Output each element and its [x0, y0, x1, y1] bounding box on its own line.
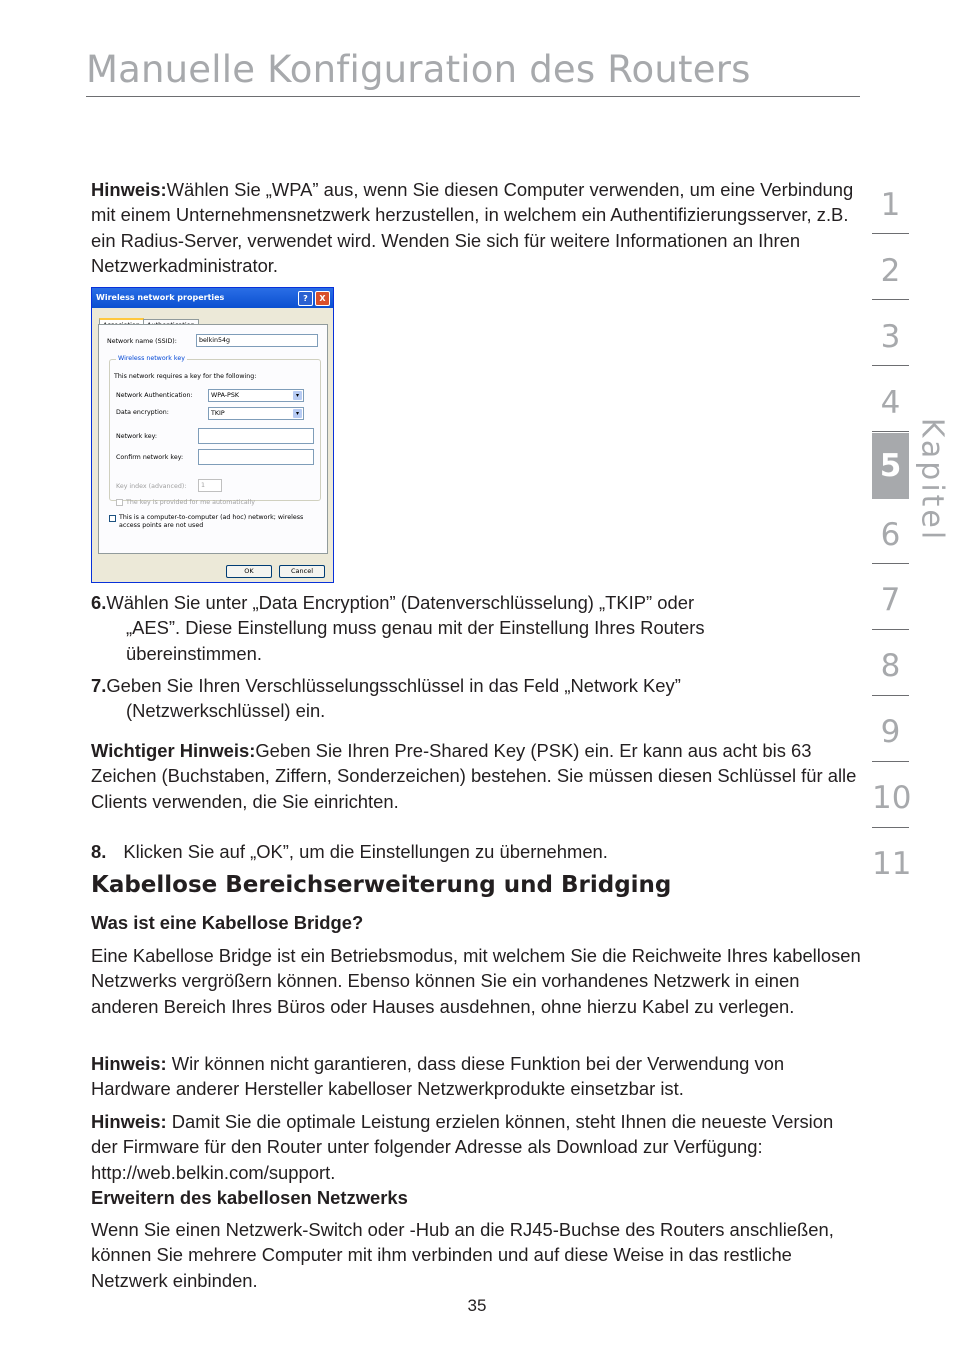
chapter-item-8[interactable]: 8 — [880, 648, 901, 684]
chapter-divider — [872, 563, 909, 564]
note-text: Damit Sie die optimale Leistung erzielen können, steht Ihnen die neueste Version der Firmware für den Router unter folgender Adresse als Download zur Verfügung: http://web.belkin.com/support. — [91, 1111, 834, 1183]
encryption-select[interactable] — [208, 407, 304, 420]
cancel-button[interactable]: Cancel — [279, 565, 325, 578]
header-divider — [86, 96, 860, 97]
page-title: Manuelle Konfiguration des Routers — [86, 48, 751, 91]
chapter-item-4[interactable]: 4 — [880, 385, 901, 421]
network-key-input[interactable] — [198, 428, 314, 444]
chapter-divider — [872, 695, 909, 696]
chapter-divider — [872, 629, 909, 630]
auto-key-text: The key is provided for me automatically — [126, 499, 256, 506]
encryption-label: Data encryption: — [116, 409, 169, 416]
paragraph-bridge: Eine Kabellose Bridge ist ein Betriebsmodus, mit welchem Sie die Reichweite Ihres kabellosen Netzwerks vergrößern können. Ebenso können Sie ein vorhandenes Netzwerk in einen anderen Bereich Ihres Büros oder Hauses ausdehnen, ohne hierzu Kabel zu verlegen. — [91, 945, 861, 1017]
step-text: Geben Sie Ihren Verschlüsselungsschlüssel in das Feld „Network Key” — [106, 675, 681, 696]
dialog-panel — [98, 324, 328, 554]
chapter-item-10[interactable]: 10 — [872, 780, 912, 816]
chevron-down-icon: ▾ — [293, 409, 302, 418]
auth-value: WPA-PSK — [211, 392, 239, 399]
page-number: 35 — [467, 1296, 487, 1315]
step-number: 6. — [91, 592, 107, 613]
group-title: Wireless network key — [118, 355, 185, 362]
section-heading: Kabellose Bereichserweiterung und Bridging — [91, 872, 672, 898]
key-index-spinner[interactable]: 1 — [198, 479, 222, 492]
note-label: Hinweis: — [91, 1053, 167, 1074]
chapter-divider — [872, 233, 909, 234]
ssid-label: Network name (SSID): — [107, 338, 177, 345]
chapter-label — [912, 417, 952, 543]
chapter-divider — [872, 827, 909, 828]
chapter-divider — [872, 299, 909, 300]
chapter-divider — [872, 365, 909, 366]
confirm-key-label: Confirm network key: — [116, 454, 184, 461]
step-8 — [91, 839, 861, 864]
dialog-tabs — [99, 312, 198, 324]
chapter-item-9[interactable]: 9 — [880, 714, 901, 750]
note-firmware — [91, 1109, 861, 1185]
step-7 — [91, 673, 861, 724]
paragraph-extend: Wenn Sie einen Netzwerk-Switch oder -Hub an die RJ45-Buchse des Routers anschließen, können Sie mehrere Computer mit ihm verbinden und auf diese Weise in das restliche Netzwerk einbinden. — [91, 1219, 834, 1291]
auth-select[interactable] — [208, 389, 304, 402]
ssid-input[interactable]: belkin54g — [196, 334, 318, 347]
chapter-item-6[interactable]: 6 — [880, 517, 901, 553]
ok-button[interactable]: OK — [226, 565, 272, 578]
step-text: Wählen Sie unter „Data Encryption” (Datenverschlüsselung) „TKIP” oder — [106, 592, 695, 613]
important-text: Geben Sie Ihren Pre-Shared Key (PSK) ein. Er kann aus acht bis 63 Zeichen (Buchstaben, Ziffern, Sonderzeichen) bestehen. Sie müssen diesen Schlüssel für alle Clients verwenden, die Sie einrichten. — [91, 740, 857, 812]
chapter-item-2[interactable]: 2 — [880, 253, 901, 289]
note-text: Wir können nicht garantieren, dass diese Funktion bei der Verwendung von Hardware anderer Hersteller kabelloser Netzwerkprodukte einsetzbar ist. — [91, 1053, 785, 1100]
dialog-titlebar — [92, 288, 333, 308]
auth-label: Network Authentication: — [116, 392, 193, 399]
auto-key-checkbox[interactable] — [116, 499, 123, 506]
wireless-key-group — [109, 355, 321, 506]
subheading-bridge: Was ist eine Kabellose Bridge? — [91, 912, 364, 933]
chapter-divider — [872, 761, 909, 762]
step-text: (Netzwerkschlüssel) ein. — [126, 700, 326, 722]
note-wpa — [91, 177, 861, 279]
note-hardware — [91, 1051, 861, 1102]
wireless-properties-dialog — [91, 287, 334, 583]
chapter-item-7[interactable]: 7 — [880, 582, 901, 618]
important-label: Wichtiger Hinweis: — [91, 740, 256, 761]
dialog-title: Wireless network properties — [96, 293, 225, 302]
network-key-label: Network key: — [116, 433, 157, 440]
help-icon[interactable]: ? — [298, 291, 313, 306]
note-label: Hinweis: — [91, 1111, 167, 1132]
step-text: Klicken Sie auf „OK”, um die Einstellungen zu übernehmen. — [123, 841, 608, 862]
chapter-item-1[interactable]: 1 — [880, 187, 901, 223]
requires-text: This network requires a key for the following: — [114, 373, 257, 380]
chapter-item-5-active[interactable]: 5 — [872, 433, 909, 499]
chapter-label-text: Kapitel — [914, 417, 950, 543]
chapter-item-3[interactable]: 3 — [880, 319, 901, 355]
close-icon[interactable]: X — [315, 291, 330, 306]
adhoc-checkbox[interactable] — [109, 515, 116, 522]
step-6 — [91, 590, 861, 666]
step-number: 7. — [91, 675, 107, 696]
adhoc-text: This is a computer-to-computer (ad hoc) network; wireless access points are not used — [119, 514, 304, 529]
note-text: Wählen Sie „WPA” aus, wenn Sie diesen Computer verwenden, um eine Verbindung mit einem Unternehmensnetzwerk herzustellen, in welchem ein Authentifizierungsserver, z.B. ein Radius-Server, verwendet wird. Wenden Sie sich für weitere Informationen an Ihren Netzwerkadministrator. — [91, 179, 854, 277]
step-text: übereinstimmen. — [126, 642, 262, 664]
important-note — [91, 738, 861, 814]
key-index-label: Key index (advanced): — [116, 483, 187, 490]
chapter-divider — [872, 431, 909, 432]
chapter-item-11[interactable]: 11 — [872, 846, 912, 882]
encryption-value: TKIP — [211, 410, 225, 417]
confirm-key-input[interactable] — [198, 449, 314, 465]
step-text: „AES”. Diese Einstellung muss genau mit der Einstellung Ihres Routers — [126, 617, 705, 639]
chevron-down-icon: ▾ — [293, 391, 302, 400]
note-label: Hinweis: — [91, 179, 167, 200]
subheading-extend: Erweitern des kabellosen Netzwerks — [91, 1187, 408, 1208]
step-number: 8. — [91, 841, 107, 862]
